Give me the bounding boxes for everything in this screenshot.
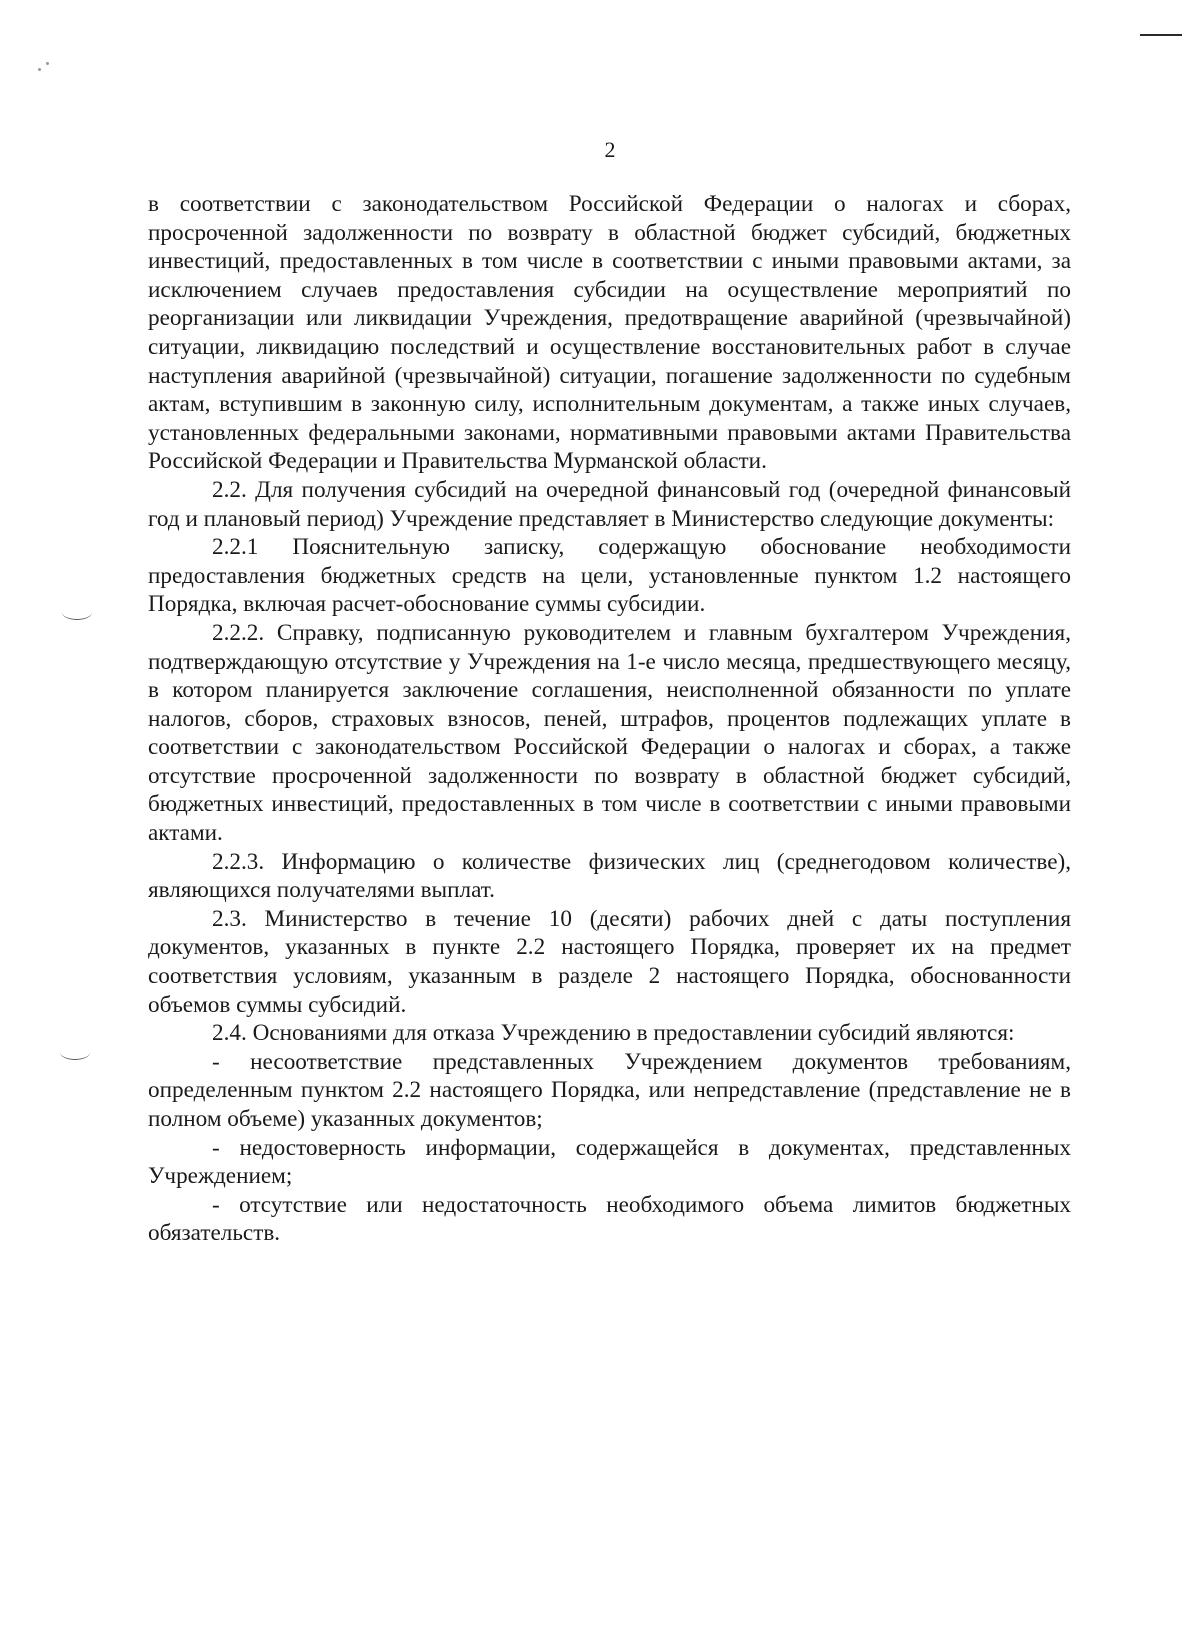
- scan-speck: [46, 62, 49, 65]
- binding-hole-mark: [60, 1045, 90, 1060]
- list-item-refusal-reason: - отсутствие или недостаточность необходимого объема лимитов бюджетных обязательств.: [148, 1191, 1071, 1247]
- page-number: 2: [604, 137, 616, 162]
- scan-speck: [38, 68, 41, 71]
- document-body: [148, 190, 1071, 1248]
- paragraph-2-2-3: 2.2.3. Информацию о количестве физических лиц (среднегодовом количестве), являющихся получателями выплат.: [148, 848, 1071, 904]
- list-item-refusal-reason: - несоответствие представленных Учреждением документов требованиям, определенным пунктом 2.2 настоящего Порядка, или непредставление (представление не в полном объеме) указанных документов;: [148, 1048, 1071, 1132]
- paragraph-2-3: 2.3. Министерство в течение 10 (десяти) рабочих дней с даты поступления документов, указанных в пункте 2.2 настоящего Порядка, проверяет их на предмет соответствия условиям, указанным в разделе 2 настоящего Порядка, обоснованности объемов суммы субсидий.: [148, 905, 1071, 1018]
- paragraph-continuation: в соответствии с законодательством Российской Федерации о налогах и сборах, просроченной задолженности по возврату в областной бюджет субсидий, бюджетных инвестиций, предоставленных в том числе в соответствии с иными правовыми актами, за исключением случаев предоставления субсидии на осуществление мероприятий по реорганизации или ликвидации Учреждения, предотвращение аварийной (чрезвычайной) ситуации, ликвидацию последствий и осуществление восстановительных работ в случае наступления аварийной (чрезвычайной) ситуации, погашение задолженности по судебным актам, вступившим в законную силу, исполнительным документам, а также иных случаев, установленных федеральными законами, нормативными правовыми актами Правительства Российской Федерации и Правительства Мурманской области.: [148, 191, 1071, 475]
- scan-edge-mark: [1140, 34, 1182, 36]
- paragraph-2-2-2: 2.2.2. Справку, подписанную руководителем и главным бухгалтером Учреждения, подтверждающую отсутствие у Учреждения на 1-е число месяца, предшествующего месяцу, в котором планируется заключение соглашения, неисполненной обязанности по уплате налогов, сборов, страховых взносов, пеней, штрафов, процентов подлежащих уплате в соответствии с законодательством Российской Федерации о налогах и сборах, а также отсутствие просроченной задолженности по возврату в областной бюджет субсидий, бюджетных инвестиций, предоставленных в том числе в соответствии с иными правовыми актами.: [148, 619, 1071, 847]
- paragraph-2-4: 2.4. Основаниями для отказа Учреждению в предоставлении субсидий являются:: [212, 1020, 1015, 1047]
- paragraph-2-2: 2.2. Для получения субсидий на очередной финансовый год (очередной финансовый год и плановый период) Учреждение представляет в Министерство следующие документы:: [148, 476, 1071, 532]
- list-item-refusal-reason: - недостоверность информации, содержащейся в документах, представленных Учреждением;: [148, 1134, 1071, 1190]
- paragraph-2-2-1: 2.2.1 Пояснительную записку, содержащую обоснование необходимости предоставления бюджетных средств на цели, установленные пунктом 1.2 настоящего Порядка, включая расчет-обоснование суммы субсидии.: [148, 534, 1071, 618]
- binding-hole-mark: [62, 605, 92, 620]
